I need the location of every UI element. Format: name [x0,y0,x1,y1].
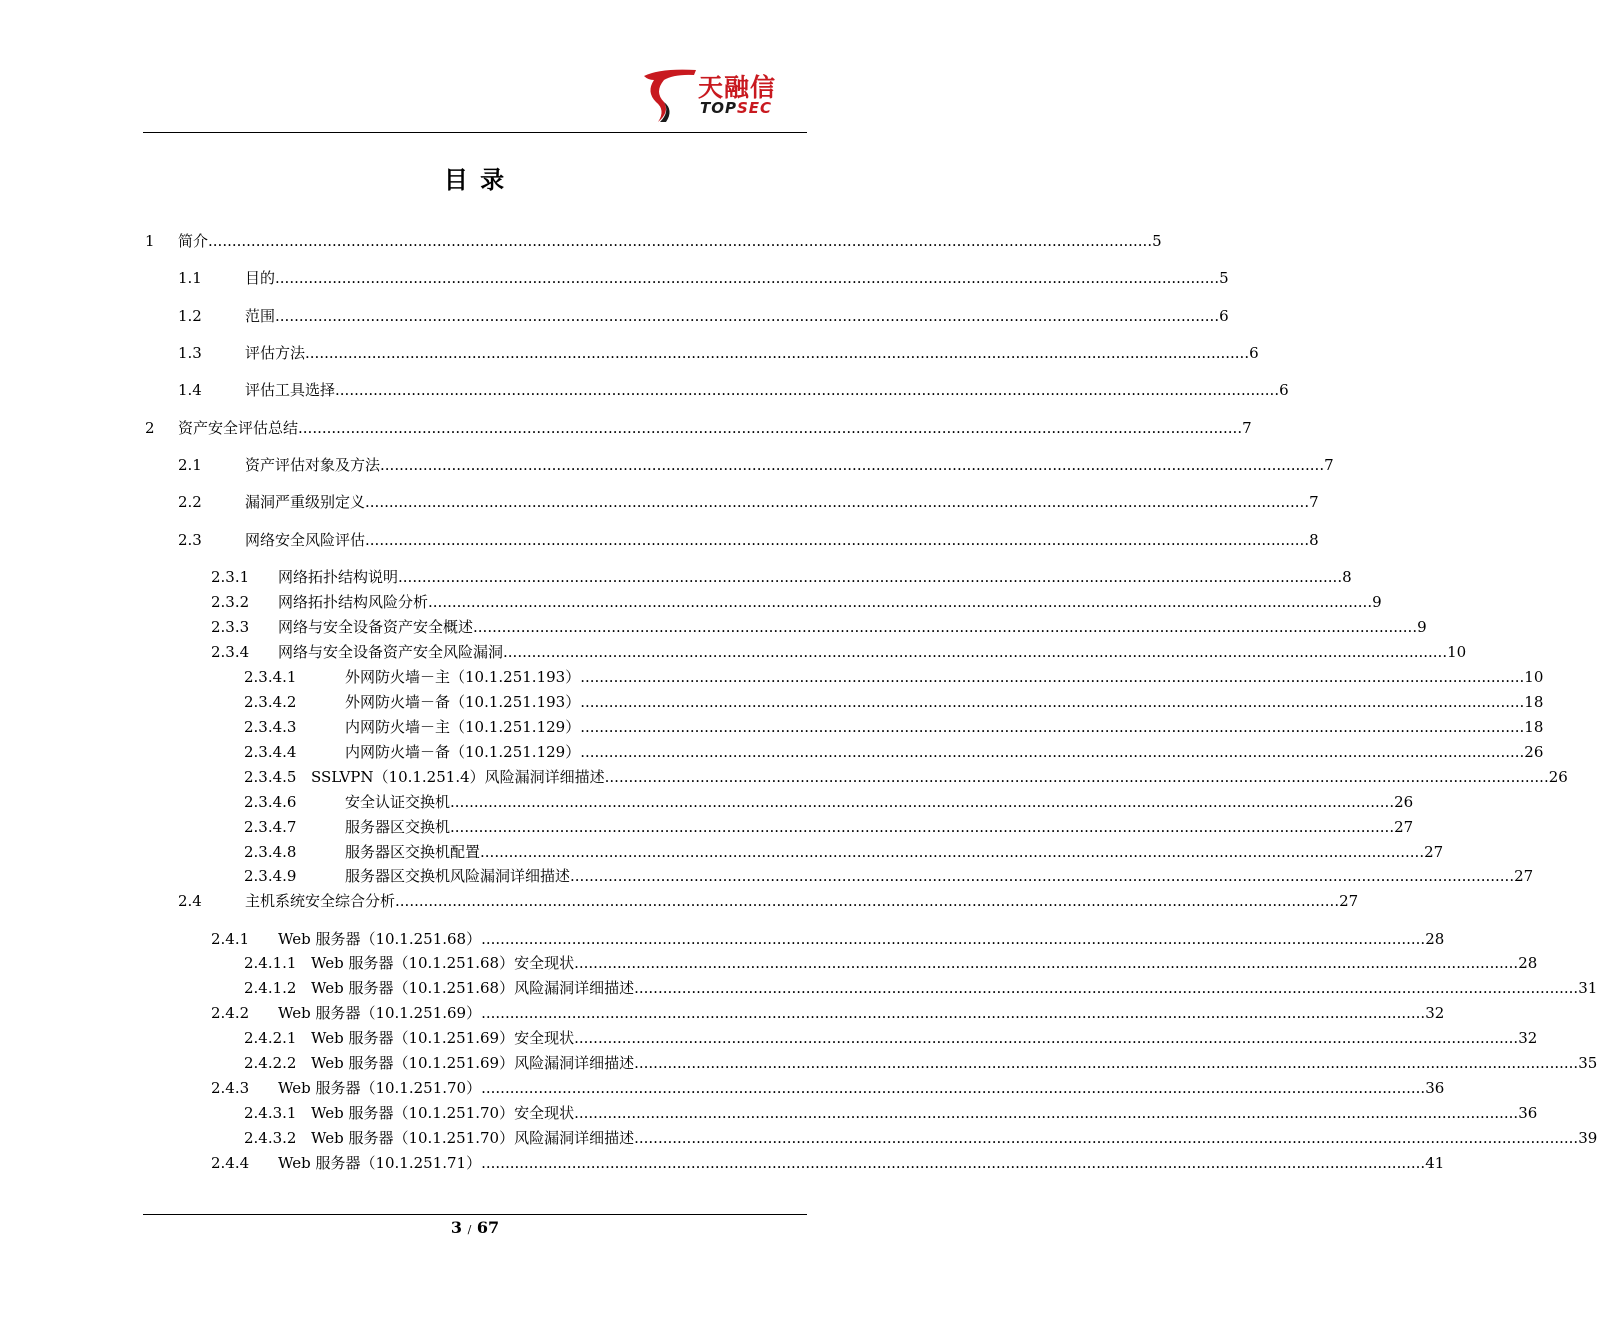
toc-page: 35 [1578,1054,1597,1072]
toc-number: 2.3.3 [211,618,250,636]
toc-entry[interactable] [178,890,1359,912]
page-separator: / [467,1223,472,1236]
toc-label: 外网防火墙－主（10.1.251.193） [345,668,581,686]
toc-leader: ...................................................................................................................................................................................................... [398,568,1343,586]
toc-page: 18 [1524,693,1544,711]
toc-entry[interactable] [244,741,1544,763]
toc-label: 网络与安全设备资产安全概述 [278,618,474,636]
toc-page: 32 [1425,1004,1445,1022]
toc-number: 1.4 [178,381,202,399]
toc-number: 2.3.4.7 [244,818,297,836]
toc-page: 27 [1394,818,1414,836]
toc-label: 漏洞严重级别定义 [245,493,366,511]
toc-page: 8 [1342,568,1352,586]
toc-leader: ...................................................................................................................................................................................................... [570,867,1515,885]
toc-number: 2.3.1 [211,568,250,586]
toc-page: 26 [1548,768,1568,786]
page-title: 目 录 [443,166,507,194]
toc-page: 27 [1339,892,1359,910]
toc-number: 1.2 [178,307,202,325]
toc-entry[interactable] [244,865,1534,887]
toc-leader: ...................................................................................................................................................................................................... [481,1079,1426,1097]
toc-entry[interactable] [244,977,1597,999]
logo-en-part-1: TOP [700,99,737,117]
toc-leader: ...................................................................................................................................................................................................... [450,818,1395,836]
toc-label: 目的 [245,269,276,287]
toc-entry[interactable] [244,766,1568,788]
toc-leader: ...................................................................................................................................................................................................... [481,1154,1426,1172]
toc-entry[interactable] [178,454,1334,476]
toc-number: 2.1 [178,456,202,474]
toc-entry[interactable] [145,230,1162,252]
toc-label: 资产评估对象及方法 [245,456,381,474]
toc-number: 2.3.4.4 [244,743,297,761]
toc-entry[interactable] [244,716,1544,738]
toc-label: 外网防火墙－备（10.1.251.193） [345,693,581,711]
toc-label: Web 服务器（10.1.251.68）安全现状 [311,954,575,972]
toc-label: 安全认证交换机 [345,793,451,811]
toc-entry[interactable] [178,305,1229,327]
toc-label: 范围 [245,307,276,325]
toc-leader: ...................................................................................................................................................................................................... [574,1104,1519,1122]
toc-entry[interactable] [244,1027,1538,1049]
toc-entry[interactable] [211,928,1445,950]
toc-page: 26 [1524,743,1544,761]
toc-number: 2.4.2.1 [244,1029,297,1047]
toc-leader: ...................................................................................................................................................................................................... [365,493,1310,511]
toc-label: 服务器区交换机 [345,818,451,836]
toc-leader: ...................................................................................................................................................................................................... [275,307,1220,325]
toc-leader: ...................................................................................................................................................................................................... [480,843,1425,861]
toc-leader: ...................................................................................................................................................................................................... [634,1054,1579,1072]
toc-entry[interactable] [211,616,1427,638]
toc-label: 评估方法 [245,344,306,362]
toc-number: 1.3 [178,344,202,362]
toc-page: 36 [1518,1104,1538,1122]
toc-leader: ...................................................................................................................................................................................................... [634,1129,1579,1147]
toc-number: 2.2 [178,493,202,511]
toc-number: 2.4.4 [211,1154,250,1172]
toc-leader: ...................................................................................................................................................................................................... [481,930,1426,948]
toc-leader: ...................................................................................................................................................................................................... [305,344,1250,362]
toc-entry[interactable] [145,417,1252,439]
toc-leader: ...................................................................................................................................................................................................... [580,743,1525,761]
toc-number: 2.4.1.2 [244,979,297,997]
toc-leader: ...................................................................................................................................................................................................... [481,1004,1426,1022]
topsec-logo [640,66,810,126]
toc-page: 31 [1578,979,1597,997]
toc-label: Web 服务器（10.1.251.70）风险漏洞详细描述 [311,1129,635,1147]
toc-leader: ...................................................................................................................................................................................................... [298,419,1243,437]
toc-entry[interactable] [244,1102,1538,1124]
current-page: 3 [450,1218,462,1237]
toc-entry[interactable] [244,1127,1597,1149]
toc-entry[interactable] [244,952,1538,974]
logo-en-part-2: SEC [736,99,773,117]
toc-label: Web 服务器（10.1.251.69）风险漏洞详细描述 [311,1054,635,1072]
toc-leader: ...................................................................................................................................................................................................... [574,954,1519,972]
toc-number: 1 [145,232,155,250]
toc-number: 2.4 [178,892,202,910]
toc-label: 网络拓扑结构说明 [278,568,399,586]
toc-entry[interactable] [244,691,1544,713]
toc-entry[interactable] [244,1052,1597,1074]
toc-page: 26 [1394,793,1414,811]
total-pages: 67 [476,1218,500,1237]
toc-entry[interactable] [178,529,1319,551]
toc-page: 27 [1424,843,1444,861]
toc-page: 10 [1447,643,1467,661]
toc-label: 网络安全风险评估 [245,531,366,549]
toc-page: 32 [1518,1029,1538,1047]
toc-label: SSLVPN（10.1.251.4）风险漏洞详细描述 [311,768,605,786]
toc-page: 7 [1242,419,1252,437]
toc-number: 2.3 [178,531,202,549]
toc-page: 7 [1309,493,1319,511]
toc-entry[interactable] [211,1152,1445,1174]
toc-entry[interactable] [211,591,1382,613]
footer-rule [143,1214,807,1215]
toc-page: 6 [1279,381,1289,399]
toc-label: 评估工具选择 [245,381,336,399]
toc-page: 5 [1152,232,1162,250]
header-rule [143,132,807,133]
toc-number: 2.4.3.2 [244,1129,297,1147]
toc-number: 1.1 [178,269,202,287]
toc-label: 网络拓扑结构风险分析 [278,593,429,611]
toc-entry[interactable] [211,641,1467,663]
toc-number: 2.3.4.1 [244,668,297,686]
toc-number: 2.4.2.2 [244,1054,297,1072]
toc-leader: ...................................................................................................................................................................................................... [335,381,1280,399]
toc-page: 10 [1524,668,1544,686]
toc-label: Web 服务器（10.1.251.68）风险漏洞详细描述 [311,979,635,997]
toc-leader: ...................................................................................................................................................................................................... [604,768,1549,786]
logo-english-name [700,99,772,117]
toc-page: 41 [1425,1154,1445,1172]
toc-label: 内网防火墙－备（10.1.251.129） [345,743,581,761]
toc-number: 2.3.4.3 [244,718,297,736]
toc-leader: ...................................................................................................................................................................................................... [503,643,1448,661]
toc-label: Web 服务器（10.1.251.71） [278,1154,482,1172]
toc-entry[interactable] [178,379,1289,401]
toc-entry[interactable] [211,1077,1445,1099]
toc-label: 服务器区交换机配置 [345,843,481,861]
toc-entry[interactable] [211,566,1352,588]
toc-label: 内网防火墙－主（10.1.251.129） [345,718,581,736]
toc-label: Web 服务器（10.1.251.69） [278,1004,482,1022]
toc-label: 简介 [178,232,209,250]
toc-leader: ...................................................................................................................................................................................................... [208,232,1153,250]
toc-label: 服务器区交换机风险漏洞详细描述 [345,867,571,885]
toc-number: 2.4.1 [211,930,250,948]
toc-page: 36 [1425,1079,1445,1097]
toc-label: 网络与安全设备资产安全风险漏洞 [278,643,504,661]
toc-leader: ...................................................................................................................................................................................................... [574,1029,1519,1047]
toc-page: 18 [1524,718,1544,736]
toc-page: 5 [1219,269,1229,287]
toc-number: 2.4.1.1 [244,954,297,972]
toc-entry[interactable] [244,841,1444,863]
toc-number: 2.3.4.5 [244,768,297,786]
toc-page: 9 [1417,618,1427,636]
logo-chinese-name: 天融信 [698,73,777,102]
toc-entry[interactable] [244,816,1414,838]
toc-leader: ...................................................................................................................................................................................................... [580,718,1525,736]
toc-page: 28 [1518,954,1538,972]
toc-page: 39 [1578,1129,1597,1147]
logo-mark-icon [640,66,700,126]
toc-leader: ...................................................................................................................................................................................................... [580,693,1525,711]
toc-number: 2.3.4.2 [244,693,297,711]
toc-number: 2.3.4.8 [244,843,297,861]
toc-label: 主机系统安全综合分析 [245,892,396,910]
toc-number: 2.3.4 [211,643,250,661]
toc-page: 7 [1324,456,1334,474]
toc-number: 2.4.2 [211,1004,250,1022]
toc-entry[interactable] [178,342,1259,364]
toc-entry[interactable] [244,666,1544,688]
toc-leader: ...................................................................................................................................................................................................... [450,793,1395,811]
toc-page: 27 [1514,867,1534,885]
toc-entry[interactable] [211,1002,1445,1024]
toc-page: 8 [1309,531,1319,549]
toc-leader: ...................................................................................................................................................................................................... [395,892,1340,910]
toc-entry[interactable] [178,491,1319,513]
toc-entry[interactable] [178,267,1229,289]
toc-leader: ...................................................................................................................................................................................................... [428,593,1373,611]
toc-page: 6 [1249,344,1259,362]
toc-leader: ...................................................................................................................................................................................................... [275,269,1220,287]
toc-number: 2.4.3 [211,1079,250,1097]
toc-leader: ...................................................................................................................................................................................................... [380,456,1325,474]
toc-page: 28 [1425,930,1445,948]
toc-number: 2.3.4.9 [244,867,297,885]
toc-label: Web 服务器（10.1.251.69）安全现状 [311,1029,575,1047]
toc-label: Web 服务器（10.1.251.70）安全现状 [311,1104,575,1122]
page-number [0,1218,950,1237]
toc-page: 6 [1219,307,1229,325]
toc-label: Web 服务器（10.1.251.68） [278,930,482,948]
toc-number: 2.3.4.6 [244,793,297,811]
toc-label: 资产安全评估总结 [178,419,299,437]
toc-leader: ...................................................................................................................................................................................................... [634,979,1579,997]
toc-number: 2.3.2 [211,593,250,611]
toc-leader: ...................................................................................................................................................................................................... [473,618,1418,636]
toc-leader: ...................................................................................................................................................................................................... [365,531,1310,549]
toc-entry[interactable] [244,791,1414,813]
toc-number: 2.4.3.1 [244,1104,297,1122]
toc-leader: ...................................................................................................................................................................................................... [580,668,1525,686]
toc-label: Web 服务器（10.1.251.70） [278,1079,482,1097]
toc-page: 9 [1372,593,1382,611]
toc-number: 2 [145,419,155,437]
